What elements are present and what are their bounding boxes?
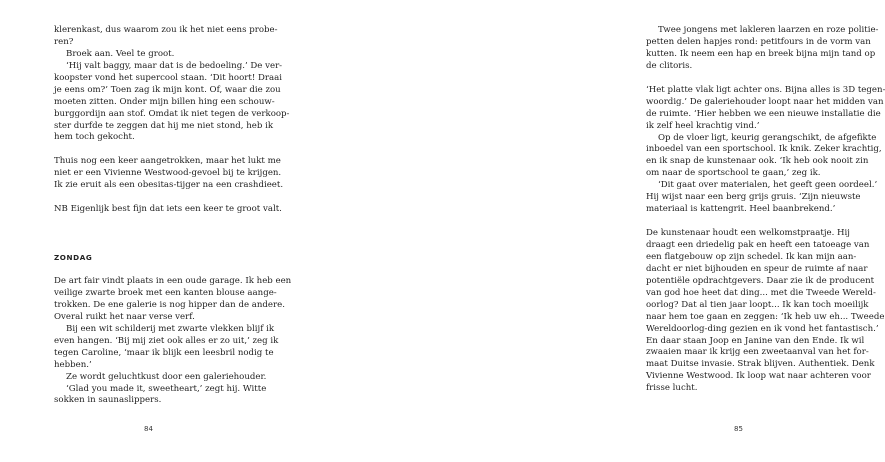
right-page-text [646, 25, 885, 395]
text-line: inboedel van een sportschool. Ik knik. Zeker krachtig, [646, 144, 882, 155]
text-line [54, 228, 276, 240]
text-line: Wereldoorlog-ding gezien en ik vond het fantastisch.’ [646, 323, 879, 334]
text-line: trokken. De ene galerie is nog hipper dan de andere. [54, 299, 285, 310]
text-line: burggordijn aan stof. Omdat ik niet tegen de verkoop- [54, 108, 290, 119]
text-line: ‘Glad you made it, sweetheart,’ zegt hij. Witte [66, 383, 267, 394]
text-line: hem toch gekocht. [54, 132, 135, 143]
text-line: Broek aan. Veel te groot. [66, 48, 175, 59]
text-line: tegen Caroline, ‘maar ik blijk een leesbril nodig te [54, 347, 274, 358]
text-line: naar hem toe gaan en zeggen: ‘Ik heb uw eh... Tweede [646, 311, 885, 322]
text-line: ‘Dit gaat over materialen, het geeft geen oordeel.’ [658, 180, 878, 191]
text-line: ‘Hij valt baggy, maar dat is de bedoeling.’ De ver- [66, 60, 283, 71]
text-line: ren? [54, 36, 74, 47]
text-line: en ik snap de kunstenaar ook. ‘Ik heb ook nooit zin [646, 156, 869, 167]
text-line: dacht er niet bijhouden en speur de ruimte af naar [646, 263, 868, 274]
text-line: Vivienne Westwood. Ik loop wat naar achteren voor [646, 371, 871, 382]
text-line: de ruimte. ‘Hier hebben we een nieuwe installatie die [646, 108, 881, 119]
text-line: om naar de sportschool te gaan,’ zeg ik. [646, 168, 821, 179]
text-line: ik zelf heel krachtig vind.’ [646, 120, 760, 131]
text-line: kutten. Ik neem een hap en breek bijna mijn tand op [646, 48, 876, 59]
text-line [54, 144, 276, 156]
text-line: draagt een driedelig pak en heeft een tatoeage van [646, 240, 870, 250]
left-page-text [54, 25, 292, 407]
text-line: Op de vloer ligt, keurig gerangschikt, de afgefikte [658, 132, 877, 143]
text-line: veilige zwarte broek met een kanten blouse aange- [54, 288, 277, 298]
text-line: hebben.’ [54, 359, 92, 370]
text-line: Ze wordt geluchtkust door een galeriehouder. [66, 371, 267, 382]
text-line [54, 240, 276, 252]
text-line: Thuis nog een keer aangetrokken, maar het lukt me [54, 156, 281, 167]
text-line: moeten zitten. Onder mijn billen hing een schouw- [54, 96, 275, 107]
text-line: woordig.’ De galeriehouder loopt naar het midden van [646, 96, 884, 107]
page-number-left: 84 [144, 425, 153, 433]
text-line [54, 216, 276, 228]
text-line: NB Eigenlijk best fijn dat iets een keer te groot valt. [54, 204, 282, 215]
text-line: een flatgebouw op zijn schedel. Ik kan mijn aan- [646, 251, 857, 262]
text-line: En daar staan Joop en Janine van den Ende. Ik wil [646, 335, 865, 346]
left-page [0, 0, 300, 462]
text-line [646, 73, 868, 85]
text-line [54, 264, 276, 276]
text-line: sokken in saunaslippers. [54, 395, 162, 406]
text-line: ster durfde te zeggen dat hij me niet stond, heb ik [54, 120, 274, 131]
text-line: Ik zie eruit als een obesitas-tijger na een crashdieet. [54, 180, 284, 191]
text-line: ‘Het platte vlak ligt achter ons. Bijna alles is 3D tegen- [646, 84, 885, 95]
text-line: klerenkast, dus waarom zou ik het niet eens probe- [54, 25, 278, 35]
section-heading: ZONDAG [54, 253, 93, 263]
text-line: je eens om?’ Toen zag ik mijn kont. Of, waar die zou [54, 84, 281, 95]
text-line: frisse lucht. [646, 383, 698, 394]
text-line: maat Duitse invasie. Strak blijven. Authentiek. Denk [646, 359, 875, 370]
text-line: Hij wijst naar een berg grijs gruis. ‘Zijn nieuwste [646, 192, 861, 203]
text-line: De kunstenaar houdt een welkomstpraatje. Hij [646, 228, 850, 239]
text-line: petten delen hapjes rond: petitfours in de vorm van [646, 36, 871, 47]
text-line: De art fair vindt plaats in een oude garage. Ik heb een [54, 276, 292, 287]
text-line: zwaaien maar ik krijg een zweetaanval van het for- [646, 347, 869, 358]
text-line: oorlog? Dat al tien jaar loopt... Ik kan toch moeilijk [646, 299, 869, 310]
right-page [300, 0, 885, 462]
text-line: niet er een Vivienne Westwood-gevoel bij te krijgen. [54, 168, 282, 179]
text-line: even hangen. ‘Bij mij ziet ook alles er zo uit,’ zeg ik [54, 335, 279, 346]
page-number-right: 85 [734, 425, 743, 433]
text-line [646, 216, 868, 228]
text-line: koopster vond het supercool staan. ‘Dit hoort! Draai [54, 72, 283, 83]
text-line: potentiële opdrachtgevers. Daar zie ik de producent [646, 275, 875, 286]
text-line: Twee jongens met lakleren laarzen en roze politie- [658, 25, 879, 35]
text-line: materiaal is kattengrit. Heel baanbrekend.’ [646, 204, 836, 215]
text-line [54, 192, 276, 204]
text-line: van god hoe heet dat ding... met die Tweede Wereld- [646, 287, 876, 298]
text-line: Bij een wit schilderij met zwarte vlekken blijf ik [66, 323, 275, 334]
text-line: de clitoris. [646, 60, 693, 71]
text-line: Overal ruikt het naar verse verf. [54, 311, 195, 322]
